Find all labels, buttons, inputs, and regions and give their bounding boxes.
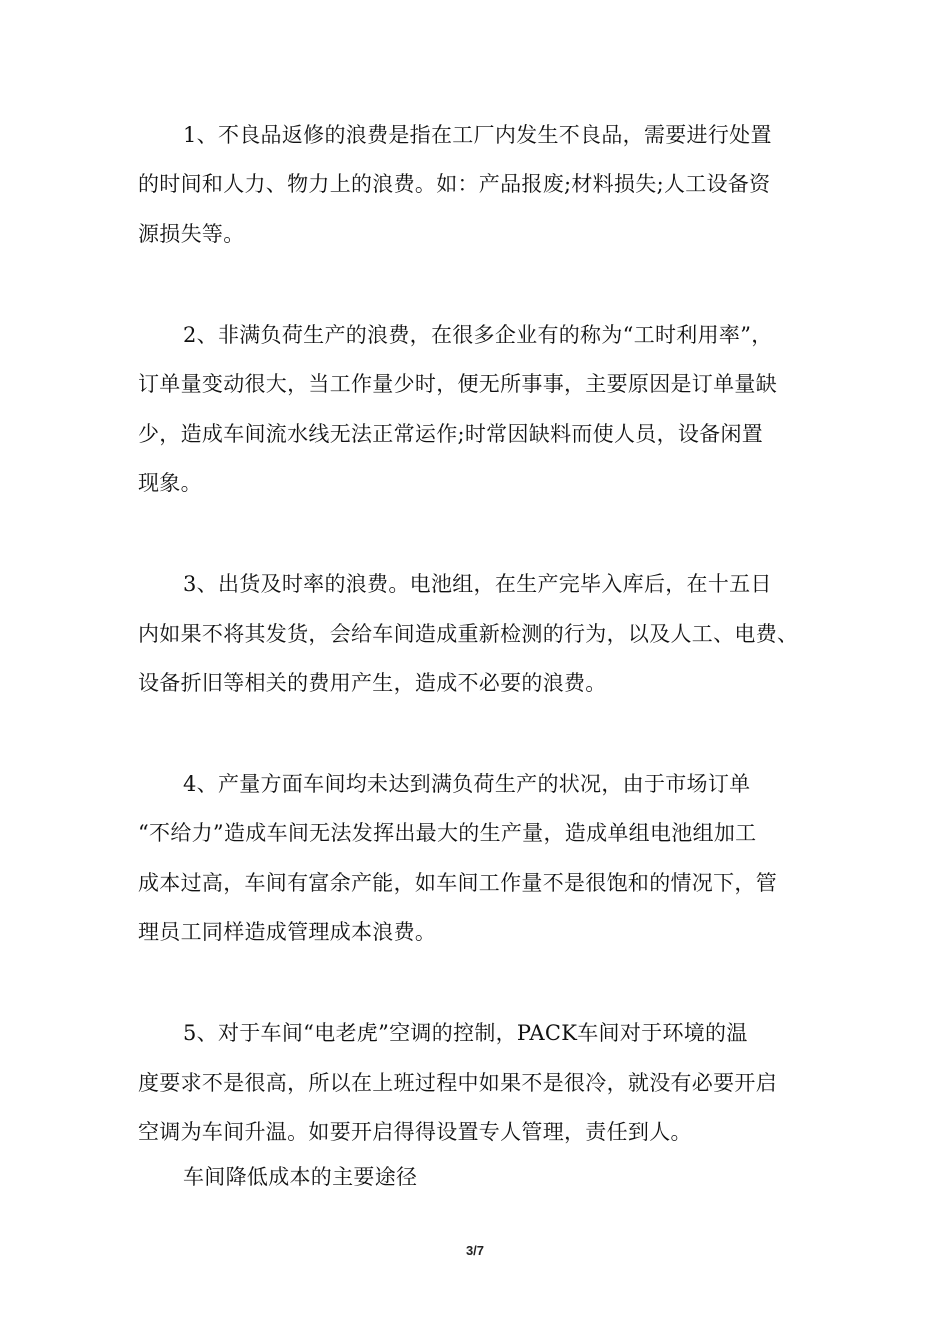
paragraph-4-line-3: 成本过高，车间有富余产能，如车间工作量不是很饱和的情况下，管 — [138, 871, 777, 895]
paragraph-1-line-2: 的时间和人力、物力上的浪费。如：产品报废;材料损失;人工设备资 — [138, 172, 771, 196]
paragraph-3-line-2: 内如果不将其发货，会给车间造成重新检测的行为，以及人工、电费、 — [138, 622, 799, 646]
paragraph-1-line-1: 1、不良品返修的浪费是指在工厂内发生不良品，需要进行处置 — [183, 123, 772, 147]
paragraph-5-line-1: 5、对于车间“电老虎”空调的控制，PACK车间对于环境的温 — [183, 1021, 748, 1045]
paragraph-5-line-3: 空调为车间升温。如要开启得得设置专人管理，责任到人。 — [138, 1120, 692, 1144]
paragraph-5-line-2: 度要求不是很高，所以在上班过程中如果不是很冷，就没有必要开启 — [138, 1071, 777, 1095]
paragraph-1-line-3: 源损失等。 — [138, 222, 245, 246]
paragraph-2-line-3: 少，造成车间流水线无法正常运作;时常因缺料而使人员，设备闲置 — [138, 422, 764, 446]
paragraph-4-line-4: 理员工同样造成管理成本浪费。 — [138, 920, 437, 944]
paragraph-3-line-1: 3、出货及时率的浪费。电池组，在生产完毕入库后，在十五日 — [183, 572, 772, 596]
paragraph-4-line-2: “不给力”造成车间无法发挥出最大的生产量，造成单组电池组加工 — [138, 821, 757, 845]
paragraph-2-line-1: 2、非满负荷生产的浪费，在很多企业有的称为“工时利用率”， — [183, 323, 773, 347]
paragraph-3-line-3: 设备折旧等相关的费用产生，造成不必要的浪费。 — [138, 671, 607, 695]
paragraph-2-line-2: 订单量变动很大，当工作量少时，便无所事事，主要原因是订单量缺 — [138, 372, 777, 396]
paragraph-4-line-1: 4、产量方面车间均未达到满负荷生产的状况，由于市场订单 — [183, 772, 751, 796]
page-number: 3/7 — [465, 1243, 485, 1258]
section-heading: 车间降低成本的主要途径 — [183, 1165, 418, 1189]
paragraph-2-line-4: 现象。 — [138, 471, 202, 495]
